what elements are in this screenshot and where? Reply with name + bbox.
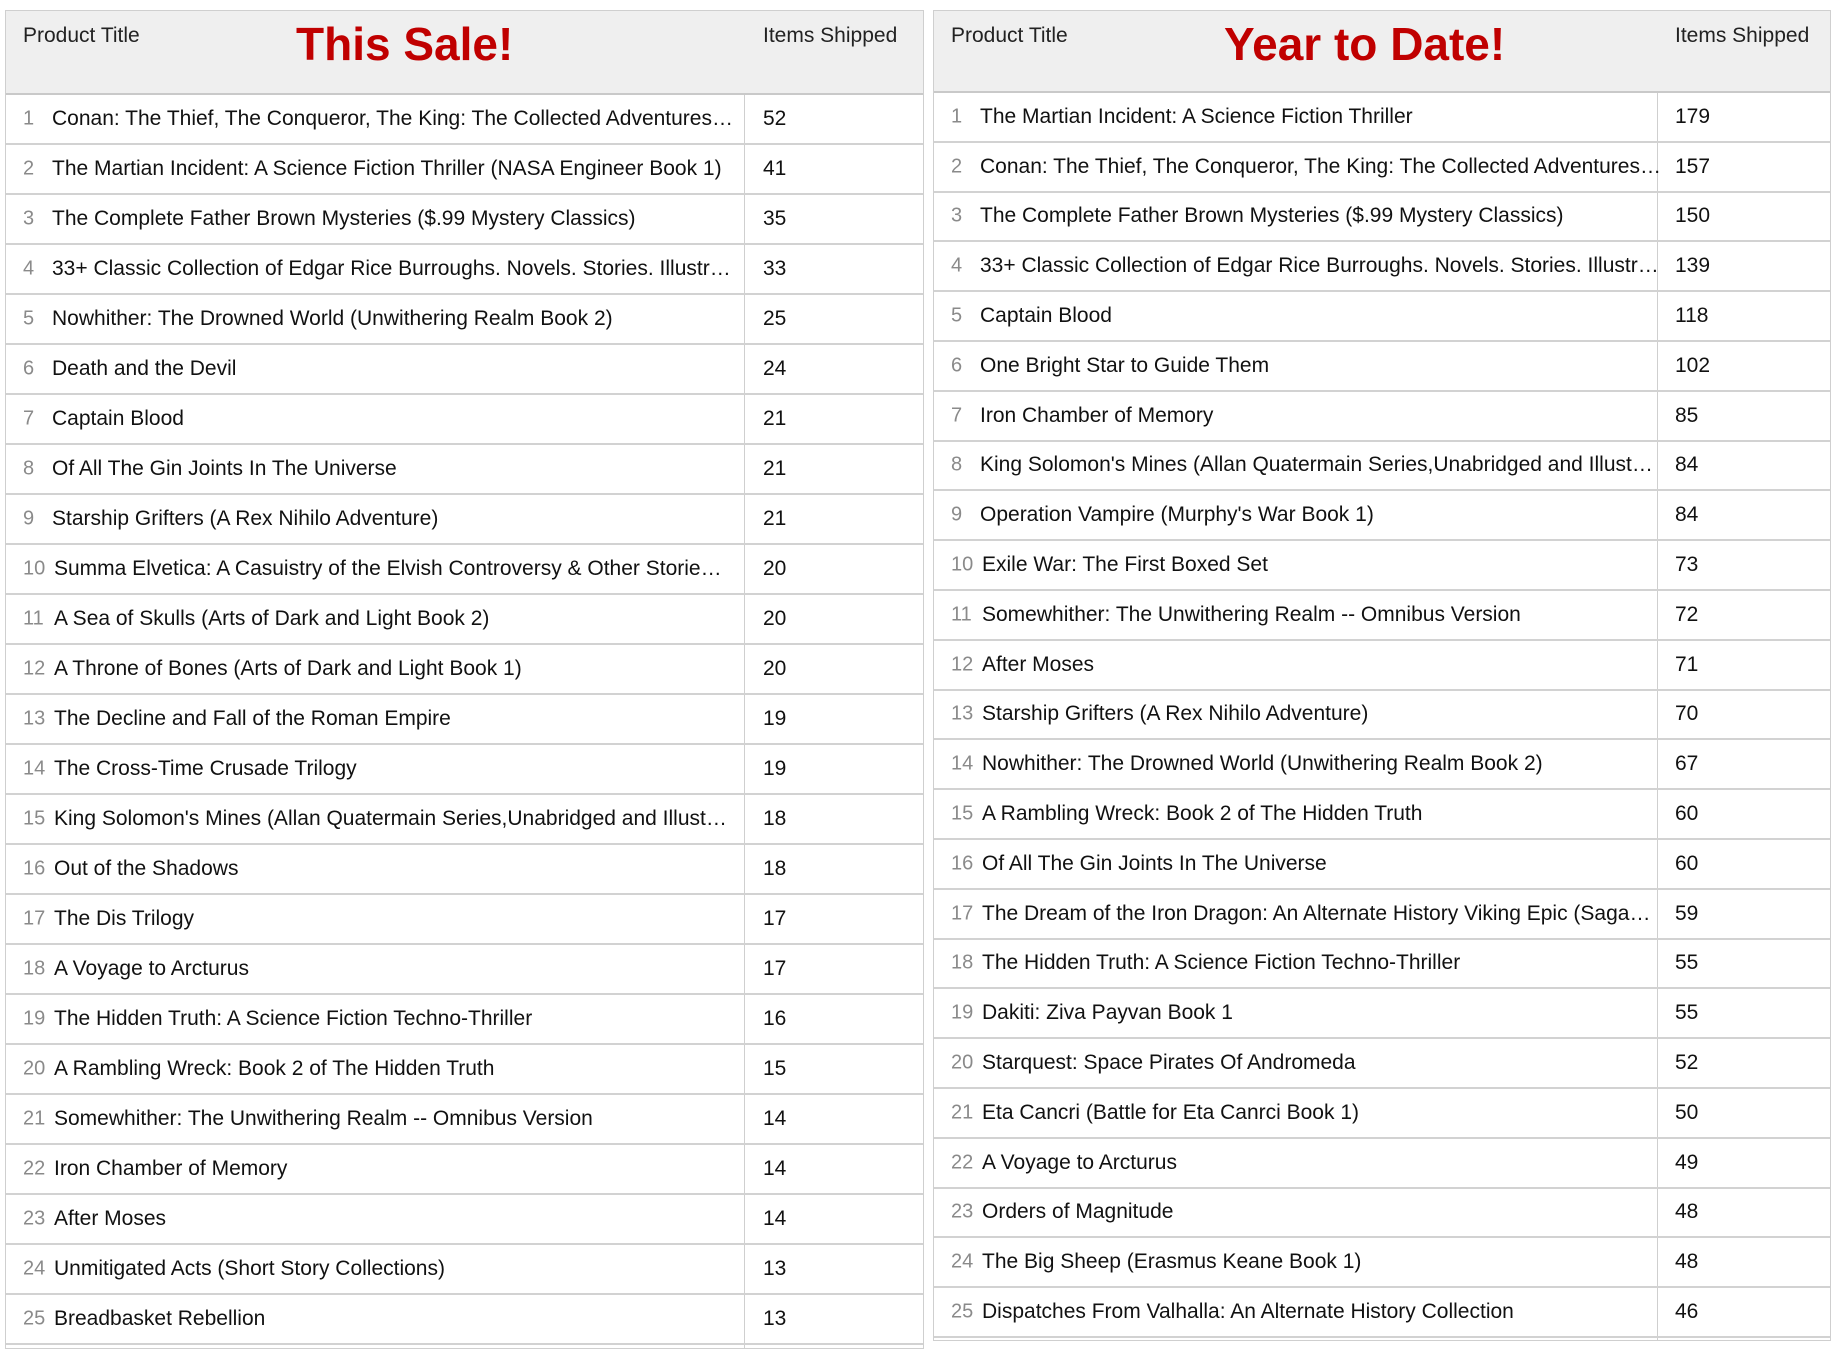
product-title-link[interactable]: One Bright Star to Guide Them xyxy=(980,353,1270,377)
table-row[interactable] xyxy=(934,1189,1830,1239)
product-title-link[interactable]: After Moses xyxy=(54,1207,167,1230)
row-rank: 17 xyxy=(23,907,46,930)
items-shipped-value: 21 xyxy=(763,457,787,480)
this-sale-table xyxy=(5,10,924,1349)
items-shipped-value: 84 xyxy=(1675,503,1699,527)
row-rank: 14 xyxy=(951,752,974,775)
product-title-link[interactable]: Unmitigated Acts (Short Story Collections) xyxy=(54,1257,445,1280)
row-rank: 9 xyxy=(951,503,963,526)
row-rank: 22 xyxy=(23,1157,46,1180)
table-row[interactable] xyxy=(6,895,923,945)
product-title-link[interactable]: The Cross-Time Crusade Trilogy xyxy=(54,757,357,780)
row-rank: 15 xyxy=(23,807,46,830)
product-title-link[interactable]: Iron Chamber of Memory xyxy=(980,403,1214,427)
table-row[interactable] xyxy=(934,242,1830,292)
product-title-link[interactable]: A Rambling Wreck: Book 2 of The Hidden Truth xyxy=(54,1057,495,1080)
items-shipped-value: 179 xyxy=(1675,104,1711,128)
row-rank: 10 xyxy=(951,553,974,576)
row-rank: 5 xyxy=(951,304,963,327)
table-row[interactable] xyxy=(6,495,923,545)
banner-this-sale: This Sale! xyxy=(296,18,514,70)
table-row[interactable] xyxy=(6,445,923,495)
table-row[interactable] xyxy=(6,1195,923,1245)
row-rank: 24 xyxy=(951,1250,974,1273)
row-rank: 14 xyxy=(23,757,46,780)
table-row[interactable] xyxy=(934,93,1830,143)
product-title-link[interactable]: The Martian Incident: A Science Fiction Thriller (NASA Engineer Book 1) xyxy=(52,157,722,180)
product-title-link[interactable]: Somewhither: The Unwithering Realm -- Omnibus Version xyxy=(54,1107,593,1130)
items-shipped-value: 41 xyxy=(763,157,787,180)
items-shipped-header[interactable]: Items Shipped xyxy=(763,24,898,47)
row-rank: 20 xyxy=(23,1057,46,1080)
items-shipped-value: 85 xyxy=(1675,403,1699,427)
row-rank: 2 xyxy=(23,157,35,180)
row-rank: 7 xyxy=(23,407,35,430)
items-shipped-value: 59 xyxy=(1675,901,1699,925)
table-row[interactable] xyxy=(6,395,923,445)
table-row[interactable] xyxy=(6,345,923,395)
product-title-header[interactable]: Product Title xyxy=(951,24,1068,47)
items-shipped-value: 19 xyxy=(763,757,787,780)
row-rank: 16 xyxy=(951,852,974,875)
banner-year-to-date: Year to Date! xyxy=(1224,18,1506,70)
items-shipped-value: 49 xyxy=(1675,1150,1699,1174)
product-title-link[interactable]: The Complete Father Brown Mysteries ($.99 Mystery Classics) xyxy=(52,207,636,230)
product-title-link[interactable]: Death and the Devil xyxy=(52,357,237,380)
table-row[interactable] xyxy=(934,442,1830,492)
row-rank: 23 xyxy=(23,1207,46,1230)
row-rank: 21 xyxy=(23,1107,46,1130)
product-title-link[interactable]: Iron Chamber of Memory xyxy=(54,1157,288,1180)
row-rank: 1 xyxy=(951,105,963,128)
items-shipped-value: 60 xyxy=(1675,802,1699,826)
product-title-link[interactable]: Captain Blood xyxy=(980,304,1112,328)
product-title-link[interactable]: 33+ Classic Collection of Edgar Rice Burroughs. Novels. Stories. Illustr… xyxy=(52,257,731,280)
items-shipped-value: 14 xyxy=(763,1207,787,1230)
row-rank: 20 xyxy=(951,1051,974,1074)
row-rank: 6 xyxy=(951,354,963,377)
items-shipped-value: 50 xyxy=(1675,1100,1699,1124)
product-title-link[interactable]: Nowhither: The Drowned World (Unwithering Realm Book 2) xyxy=(52,307,613,330)
items-shipped-value: 18 xyxy=(763,807,787,830)
items-shipped-value: 52 xyxy=(763,107,787,130)
table-row[interactable] xyxy=(934,840,1830,890)
items-shipped-value: 60 xyxy=(1675,851,1699,875)
table-row[interactable] xyxy=(934,940,1830,990)
table-row[interactable] xyxy=(934,541,1830,591)
table-row[interactable] xyxy=(934,1238,1830,1288)
table-row[interactable] xyxy=(6,1145,923,1195)
product-title-link[interactable]: Out of the Shadows xyxy=(54,857,239,880)
product-title-link[interactable]: Orders of Magnitude xyxy=(982,1200,1174,1224)
items-shipped-value: 48 xyxy=(1675,1200,1699,1224)
table-row[interactable] xyxy=(6,1045,923,1095)
table-row[interactable] xyxy=(6,195,923,245)
row-rank: 5 xyxy=(23,307,35,330)
product-title-link[interactable]: The Dream of the Iron Dragon: An Alternate History Viking Epic (Saga… xyxy=(982,901,1651,925)
items-shipped-value: 19 xyxy=(763,707,787,730)
row-rank: 16 xyxy=(23,857,46,880)
table-body xyxy=(6,95,923,1345)
table-row[interactable] xyxy=(934,392,1830,442)
table-row[interactable] xyxy=(6,645,923,695)
product-title-link[interactable]: Dakiti: Ziva Payvan Book 1 xyxy=(982,1001,1233,1025)
items-shipped-value: 21 xyxy=(763,507,787,530)
items-shipped-value: 14 xyxy=(763,1157,787,1180)
product-title-header[interactable]: Product Title xyxy=(23,24,140,47)
items-shipped-value: 25 xyxy=(763,307,787,330)
table-row[interactable] xyxy=(6,245,923,295)
product-title-link[interactable]: Starship Grifters (A Rex Nihilo Adventure) xyxy=(52,507,439,530)
product-title-link[interactable]: The Decline and Fall of the Roman Empire xyxy=(54,707,451,730)
table-row[interactable] xyxy=(934,591,1830,641)
table-header xyxy=(6,11,923,95)
table-row[interactable] xyxy=(6,595,923,645)
table-body xyxy=(934,93,1830,1338)
row-rank: 17 xyxy=(951,902,974,925)
row-rank: 25 xyxy=(23,1307,46,1330)
row-rank: 18 xyxy=(951,951,974,974)
row-rank: 3 xyxy=(951,204,963,227)
row-rank: 10 xyxy=(23,557,46,580)
product-title-link[interactable]: The Hidden Truth: A Science Fiction Techno-Thriller xyxy=(982,951,1461,975)
product-title-link[interactable]: King Solomon's Mines (Allan Quatermain Series,Unabridged and Illust… xyxy=(980,453,1653,477)
items-shipped-value: 73 xyxy=(1675,553,1699,577)
items-shipped-value: 139 xyxy=(1675,254,1711,278)
row-rank: 9 xyxy=(23,507,35,530)
items-shipped-value: 18 xyxy=(763,857,787,880)
product-title-link[interactable]: The Martian Incident: A Science Fiction Thriller xyxy=(980,104,1413,128)
product-title-link[interactable]: Of All The Gin Joints In The Universe xyxy=(982,851,1327,875)
row-rank: 19 xyxy=(951,1001,974,1024)
product-title-link[interactable]: Somewhither: The Unwithering Realm -- Omnibus Version xyxy=(982,602,1521,626)
product-title-link[interactable]: Breadbasket Rebellion xyxy=(54,1307,266,1330)
product-title-link[interactable]: Conan: The Thief, The Conqueror, The King: The Collected Adventures… xyxy=(52,107,733,130)
table-row[interactable] xyxy=(6,945,923,995)
row-rank: 19 xyxy=(23,1007,46,1030)
items-shipped-value: 21 xyxy=(763,407,787,430)
table-row[interactable] xyxy=(934,1288,1830,1338)
table-row[interactable] xyxy=(6,1295,923,1345)
table-row[interactable] xyxy=(934,193,1830,243)
items-shipped-value: 48 xyxy=(1675,1250,1699,1274)
items-shipped-value: 20 xyxy=(763,557,787,580)
items-shipped-value: 24 xyxy=(763,357,787,380)
product-title-link[interactable]: A Voyage to Arcturus xyxy=(54,957,249,980)
product-title-link[interactable]: The Dis Trilogy xyxy=(54,907,195,930)
table-row[interactable] xyxy=(934,740,1830,790)
table-row[interactable] xyxy=(934,1089,1830,1139)
items-shipped-value: 13 xyxy=(763,1307,787,1330)
row-rank: 4 xyxy=(951,254,963,277)
items-shipped-value: 33 xyxy=(763,257,787,280)
table-row[interactable] xyxy=(934,491,1830,541)
table-row[interactable] xyxy=(6,95,923,145)
product-title-link[interactable]: Dispatches From Valhalla: An Alternate History Collection xyxy=(982,1300,1514,1324)
table-row[interactable] xyxy=(6,145,923,195)
table-row[interactable] xyxy=(6,695,923,745)
product-title-link[interactable]: Nowhither: The Drowned World (Unwithering Realm Book 2) xyxy=(982,752,1543,776)
table-row[interactable] xyxy=(6,295,923,345)
row-rank: 1 xyxy=(23,107,35,130)
items-shipped-value: 15 xyxy=(763,1057,787,1080)
product-title-link[interactable]: Starship Grifters (A Rex Nihilo Adventure) xyxy=(982,702,1369,726)
product-title-link[interactable]: A Voyage to Arcturus xyxy=(982,1150,1177,1174)
row-rank: 13 xyxy=(951,702,974,725)
product-title-link[interactable]: King Solomon's Mines (Allan Quatermain Series,Unabridged and Illust… xyxy=(54,807,727,830)
items-shipped-value: 55 xyxy=(1675,951,1699,975)
items-shipped-header[interactable]: Items Shipped xyxy=(1675,24,1810,47)
table-row[interactable] xyxy=(6,795,923,845)
table-header xyxy=(934,11,1830,93)
items-shipped-value: 70 xyxy=(1675,702,1699,726)
items-shipped-value: 157 xyxy=(1675,154,1711,178)
row-rank: 7 xyxy=(951,404,963,427)
product-title-link[interactable]: The Hidden Truth: A Science Fiction Techno-Thriller xyxy=(54,1007,533,1030)
product-title-link[interactable]: Operation Vampire (Murphy's War Book 1) xyxy=(980,503,1374,527)
product-title-link[interactable]: A Throne of Bones (Arts of Dark and Light Book 1) xyxy=(54,657,522,680)
row-rank: 8 xyxy=(23,457,35,480)
product-title-link[interactable]: The Complete Father Brown Mysteries ($.99 Mystery Classics) xyxy=(980,204,1564,228)
table-row[interactable] xyxy=(6,995,923,1045)
items-shipped-value: 20 xyxy=(763,657,787,680)
items-shipped-value: 118 xyxy=(1675,304,1709,328)
row-rank: 12 xyxy=(23,657,46,680)
product-title-link[interactable]: A Rambling Wreck: Book 2 of The Hidden Truth xyxy=(982,802,1423,826)
table-row[interactable] xyxy=(6,1245,923,1295)
row-rank: 2 xyxy=(951,155,963,178)
row-rank: 3 xyxy=(23,207,35,230)
product-title-link[interactable]: The Big Sheep (Erasmus Keane Book 1) xyxy=(982,1250,1362,1274)
row-rank: 22 xyxy=(951,1151,974,1174)
items-shipped-value: 102 xyxy=(1675,353,1711,377)
product-title-link[interactable]: Of All The Gin Joints In The Universe xyxy=(52,457,397,480)
row-rank: 4 xyxy=(23,257,35,280)
product-title-link[interactable]: Eta Cancri (Battle for Eta Canrci Book 1) xyxy=(982,1100,1359,1124)
row-rank: 12 xyxy=(951,653,974,676)
row-rank: 11 xyxy=(23,607,44,630)
product-title-link[interactable]: 33+ Classic Collection of Edgar Rice Burroughs. Novels. Stories. Illustr… xyxy=(980,254,1659,278)
row-rank: 6 xyxy=(23,357,35,380)
product-title-link[interactable]: Captain Blood xyxy=(52,407,184,430)
table-row[interactable] xyxy=(934,691,1830,741)
items-shipped-value: 14 xyxy=(763,1107,787,1130)
table-row[interactable] xyxy=(934,342,1830,392)
year-to-date-table xyxy=(933,10,1831,1341)
table-row[interactable] xyxy=(934,989,1830,1039)
row-rank: 15 xyxy=(951,802,974,825)
table-row[interactable] xyxy=(6,1095,923,1145)
table-row[interactable] xyxy=(934,292,1830,342)
items-shipped-value: 150 xyxy=(1675,204,1711,228)
product-title-link[interactable]: Starquest: Space Pirates Of Andromeda xyxy=(982,1051,1356,1075)
product-title-link[interactable]: After Moses xyxy=(982,652,1095,676)
items-shipped-value: 67 xyxy=(1675,752,1699,776)
items-shipped-value: 55 xyxy=(1675,1001,1699,1025)
items-shipped-value: 84 xyxy=(1675,453,1699,477)
row-rank: 11 xyxy=(951,603,972,626)
items-shipped-value: 52 xyxy=(1675,1051,1699,1075)
row-rank: 23 xyxy=(951,1200,974,1223)
table-row[interactable] xyxy=(934,790,1830,840)
table-row[interactable] xyxy=(934,641,1830,691)
items-shipped-value: 20 xyxy=(763,607,787,630)
items-shipped-value: 17 xyxy=(763,907,787,930)
product-title-link[interactable]: Summa Elvetica: A Casuistry of the Elvish Controversy & Other Storie… xyxy=(54,557,722,580)
row-rank: 24 xyxy=(23,1257,46,1280)
items-shipped-value: 71 xyxy=(1675,652,1699,676)
row-rank: 25 xyxy=(951,1300,974,1323)
row-rank: 8 xyxy=(951,453,963,476)
items-shipped-value: 13 xyxy=(763,1257,787,1280)
items-shipped-value: 16 xyxy=(763,1007,787,1030)
table-row[interactable] xyxy=(934,890,1830,940)
table-row[interactable] xyxy=(934,143,1830,193)
row-rank: 21 xyxy=(951,1101,974,1124)
product-title-link[interactable]: Exile War: The First Boxed Set xyxy=(982,553,1268,577)
row-rank: 18 xyxy=(23,957,46,980)
product-title-link[interactable]: A Sea of Skulls (Arts of Dark and Light Book 2) xyxy=(54,607,490,630)
table-row[interactable] xyxy=(6,745,923,795)
table-row[interactable] xyxy=(6,845,923,895)
items-shipped-value: 46 xyxy=(1675,1300,1699,1324)
product-title-link[interactable]: Conan: The Thief, The Conqueror, The King: The Collected Adventures… xyxy=(980,154,1661,178)
row-rank: 13 xyxy=(23,707,46,730)
table-row[interactable] xyxy=(934,1139,1830,1189)
items-shipped-value: 72 xyxy=(1675,602,1699,626)
table-row[interactable] xyxy=(6,545,923,595)
items-shipped-value: 17 xyxy=(763,957,787,980)
items-shipped-value: 35 xyxy=(763,207,787,230)
table-row[interactable] xyxy=(934,1039,1830,1089)
